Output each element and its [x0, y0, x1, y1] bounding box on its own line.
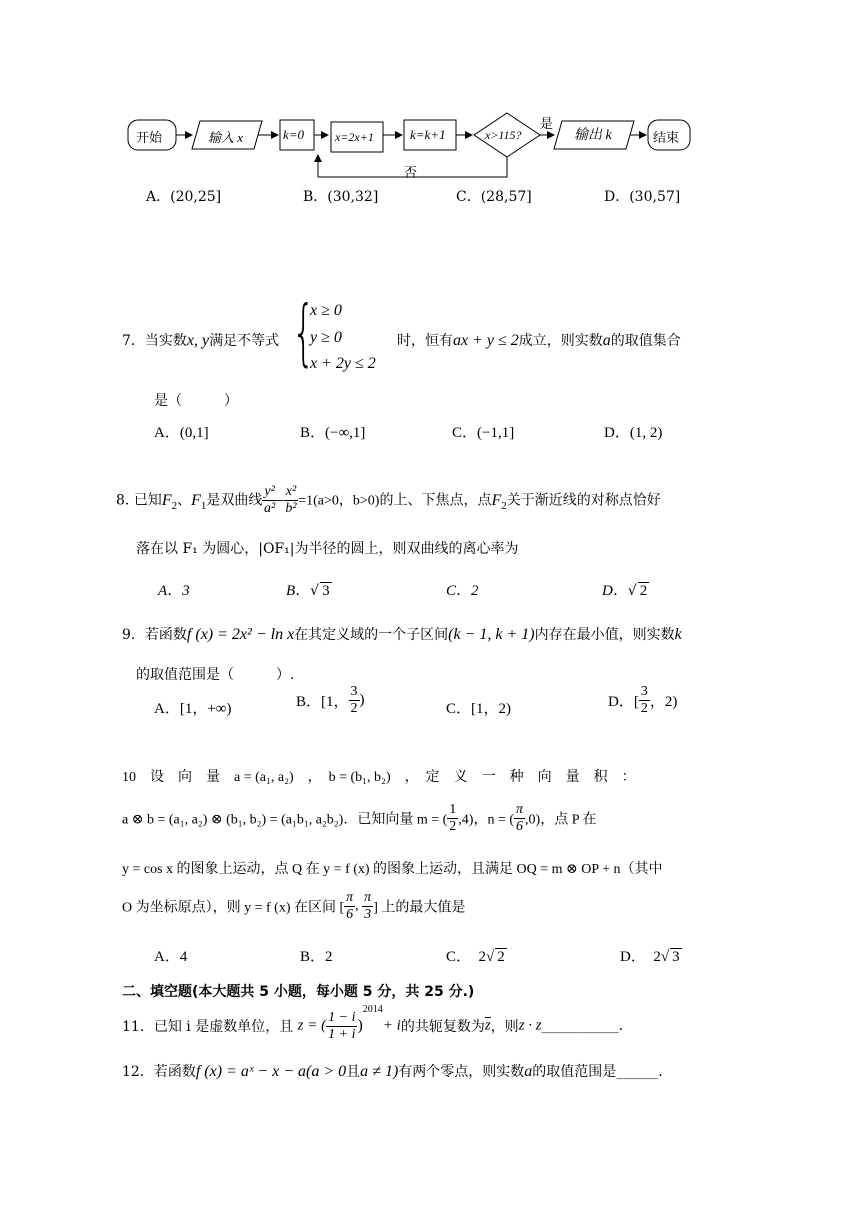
q8-number: 8.: [116, 492, 134, 509]
q9-interval: (k − 1, k + 1): [448, 626, 535, 643]
q7-system-3: x + 2y ≤ 2: [310, 355, 376, 372]
q8-t6: 关于渐近线的对称点恰好: [506, 492, 661, 509]
q8-frac-y: $\frac{\text{y²}}{\text{a²}}$: [263, 484, 276, 516]
section-2-title: 二、填空题(本大题共 5 小题，每小题 5 分，共 25 分.): [122, 984, 475, 1000]
q10-option-a: A．4: [154, 949, 188, 965]
q10-option-d: D． 2√ 3: [620, 949, 680, 965]
flow-start-label: 开始: [136, 131, 163, 146]
q9-number: 9．: [122, 627, 145, 643]
q6-option-a: A．(20,25]: [146, 189, 222, 205]
q8-minus: –: [276, 492, 284, 509]
q10-line1: 10 设 向 量 a = (a₁, a₂) ， b = (b₁, b₂) ， 定 义 一 种 向 量 积 ：: [122, 770, 636, 785]
q6-option-d: D．(30,57]: [604, 189, 681, 205]
q8-t1: 已知: [133, 492, 162, 509]
q7-brace: {: [292, 290, 315, 374]
flow-update-k-label: k=k+1: [410, 127, 446, 142]
flow-input-label: 输入 x: [208, 130, 244, 145]
q7-vars: x, y: [186, 332, 210, 349]
q8-t5: 的上、下焦点，点: [379, 492, 492, 509]
q9-option-d: D．[ $\frac{3}{2}$ ，2): [608, 684, 678, 716]
flow-no-label: 否: [404, 166, 418, 181]
q7-ineq: ax + y ≤ 2: [453, 332, 519, 349]
q7-line1-end: [397, 330, 681, 350]
q7-option-c: C．(−1,1]: [452, 425, 515, 441]
q8-line2: 落在以 F₁ 为圆心，|OF₁|为半径的圆上，则双曲线的离心率为: [136, 541, 519, 557]
flowchart-connectors: [0, 0, 860, 200]
q8-t3: 、: [177, 492, 192, 509]
q9-var: k: [674, 626, 682, 643]
q9-option-a: A．[1，+∞): [154, 701, 232, 717]
q7-text2: 时，恒有: [397, 333, 453, 349]
q7-text3: 成立，则实数: [518, 333, 603, 349]
q10-line2: a ⊗ b = (a₁, a₂) ⊗ (b₁, b₂) = (a₁b₁, a₂b₂)．已知向量 m = ( $\frac{1}{2}$ ,4)，n = ( $\frac{\pi}{6}$ ,0)，点 P 在: [122, 802, 597, 834]
q10-line4: O 为坐标原点），则 y = f (x) 在区间 [ $\frac{\pi}{6}$ , $\frac{\pi}{3}$ ] 上的最大值是: [122, 890, 466, 922]
q8-option-c: C．2: [446, 583, 479, 599]
q9-line1: [122, 624, 682, 644]
q9-t1: 若函数: [144, 627, 187, 643]
q6-option-b: B．(30,32]: [303, 189, 379, 205]
flow-update-x-label: x=2x+1: [335, 130, 374, 144]
q7-line1-start: [122, 330, 279, 350]
q9-option-c: C．[1，2): [446, 701, 511, 717]
q7-text4: 的取值集合: [610, 333, 681, 349]
q10-option-b: B．2: [300, 949, 333, 965]
q8-line1: 8. 已知$F_2$、$F_1$是双曲线 $\frac{\text{y²}}{\text{a²}}$ – $\frac{\text{x²}}{\text{b²}}$ =1(a>0，b>0)的上、下焦点，点$F_2$关于渐近线的对称点恰好: [116, 484, 661, 516]
q7-var-a: a: [602, 332, 611, 349]
flow-output-label: 输出 k: [574, 128, 612, 143]
q8-t4: 是双曲线: [206, 492, 263, 509]
q7-option-d: D．(1, 2): [604, 425, 663, 441]
q10-option-c: C． 2√ 2: [446, 949, 505, 965]
question-11: 11．已知 i 是虚数单位，且 z = ( $\frac{1 - i}{1 + i}$ )$^{2014}$+ i的共轭复数为$\overline{z}$，则z · z___________.: [122, 1004, 624, 1042]
q9-t3: 内存在最小值，则实数: [534, 627, 675, 643]
q9-t2: 在其定义域的一个子区间: [294, 627, 449, 643]
flow-end-label: 结束: [653, 131, 680, 146]
q9-line2: 的取值范围是（ ）.: [136, 667, 295, 683]
flow-init-label: k=0: [283, 127, 305, 142]
q8-option-a: A．3: [158, 583, 190, 599]
q10-line3: y = cos x 的图象上运动，点 Q 在 y = f (x) 的图象上运动，且满足 OQ = m ⊗ OP + n（其中: [122, 862, 663, 877]
q7-system-1: x ≥ 0: [310, 302, 342, 319]
q6-option-c: C．(28,57]: [456, 189, 532, 205]
flow-yes-label: 是: [540, 117, 554, 132]
q7-system-2: y ≥ 0: [310, 329, 342, 346]
flow-condition-label: x>115?: [485, 128, 522, 142]
q7-line2: 是（ ）: [154, 393, 238, 409]
q8-option-b: B．√ 3: [286, 583, 330, 599]
q7-option-a: A．(0,1]: [154, 425, 209, 441]
q8-option-d: D．√ 2: [602, 583, 648, 599]
q8-frac-x: $\frac{\text{x²}}{\text{b²}}$: [285, 484, 297, 516]
q7-option-b: B．(−∞,1]: [300, 425, 366, 441]
q7-mid: 满足不等式: [209, 333, 280, 349]
question-12: 12．若函数f (x) = aˣ − x − a(a > 0且a ≠ 1)有两个零点，则实数a的取值范围是______.: [122, 1063, 663, 1080]
q8-eq: =1(a>0，b>0): [298, 493, 380, 509]
q9-func: f (x) = 2x² − ln x: [186, 626, 295, 643]
q9-option-b: B．[1， $\frac{3}{2}$ ): [296, 684, 365, 716]
q7-prefix: 当实数: [144, 333, 187, 349]
q7-number: 7．: [122, 333, 145, 349]
